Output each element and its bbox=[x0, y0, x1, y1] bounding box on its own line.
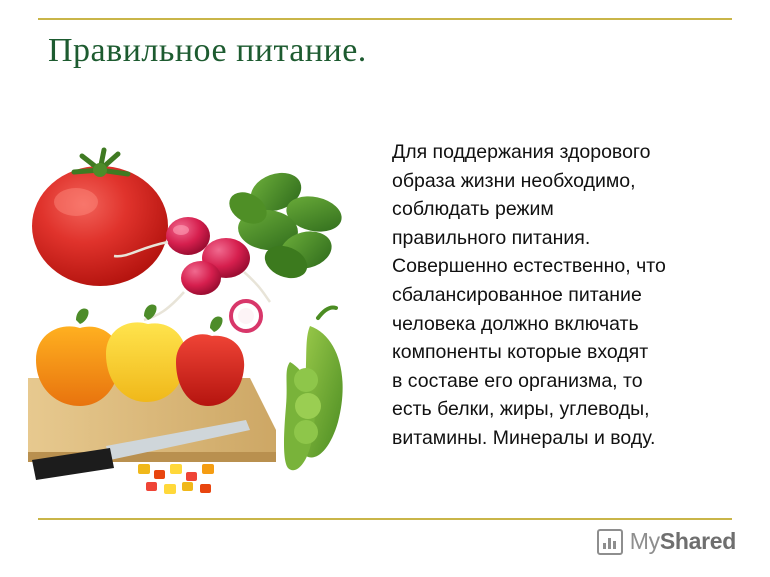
body-line: правильного питания. bbox=[392, 226, 591, 249]
watermark-prefix: My bbox=[629, 528, 660, 554]
body-line: сбалансированное питание bbox=[392, 283, 642, 306]
watermark-suffix: Shared bbox=[659, 528, 736, 554]
body-line: человека должно включать bbox=[392, 312, 639, 335]
page-title: Правильное питание. bbox=[48, 32, 367, 69]
tomato-icon bbox=[32, 150, 168, 286]
body-line: образа жизни необходимо, bbox=[392, 169, 636, 192]
body-line: Совершенно естественно, что bbox=[392, 255, 666, 278]
body-line: Для поддержания здорового bbox=[392, 141, 651, 163]
pea-pods-icon bbox=[284, 307, 343, 470]
body-line: в составе его организма, то bbox=[392, 369, 643, 392]
body-line: есть белки, жиры, углеводы, bbox=[392, 398, 650, 421]
watermark-label bbox=[630, 528, 736, 555]
vegetables-illustration bbox=[18, 130, 378, 500]
diced-peppers-icon bbox=[138, 464, 214, 494]
chart-box-icon bbox=[597, 529, 623, 555]
top-divider bbox=[38, 18, 732, 20]
bottom-divider bbox=[38, 518, 732, 520]
vegetables-photo bbox=[18, 130, 378, 500]
bell-peppers-icon bbox=[36, 304, 244, 406]
myshared-watermark bbox=[597, 528, 736, 555]
body-line: соблюдать режим bbox=[392, 198, 554, 221]
body-line: компоненты которые входят bbox=[392, 341, 649, 364]
body-line: витамины. Минералы и воду. bbox=[392, 426, 656, 449]
body-paragraph bbox=[392, 138, 740, 453]
